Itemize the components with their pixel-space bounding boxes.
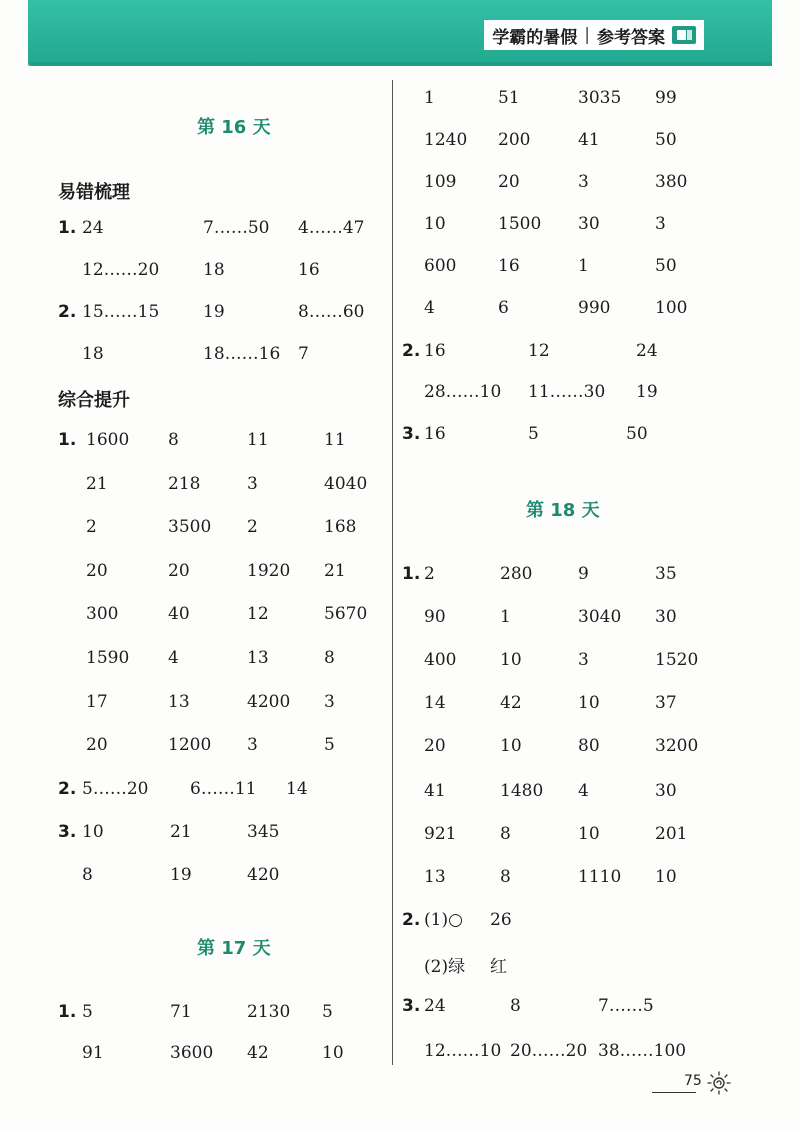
answer-cell: 99 xyxy=(655,88,677,108)
answer-cell: 300 xyxy=(86,604,119,624)
answer-cell: 16 xyxy=(424,424,446,444)
answer-cell: 11……30 xyxy=(528,382,606,402)
answer-cell: 4……47 xyxy=(298,218,365,238)
section-comprehensive-title: 综合提升 xyxy=(58,390,130,411)
answer-cell: 14 xyxy=(424,693,446,713)
answer-cell: 3600 xyxy=(170,1043,214,1063)
answer-cell: 4200 xyxy=(247,692,291,712)
answer-cell: 6……11 xyxy=(190,779,257,799)
answer-cell: 9 xyxy=(578,564,589,584)
header-label xyxy=(484,20,704,50)
answer-cell: 37 xyxy=(655,693,677,713)
answer-cell: 10 xyxy=(578,824,600,844)
answer-cell: 13 xyxy=(424,867,446,887)
answer-cell: 5 xyxy=(324,735,335,755)
answer-cell: 8……60 xyxy=(298,302,365,322)
footer-rule xyxy=(652,1092,696,1093)
answer-cell: 10 xyxy=(82,822,104,842)
answer-cell: 红 xyxy=(490,957,507,977)
answer-cell: 1520 xyxy=(655,650,699,670)
day16-title: 第 16 天 xyxy=(197,117,271,138)
answer-cell: 5 xyxy=(528,424,539,444)
answer-cell: 42 xyxy=(247,1043,269,1063)
answer-cell: 1110 xyxy=(578,867,622,887)
answer-cell: 10 xyxy=(424,214,446,234)
answer-cell: 8 xyxy=(324,648,335,668)
answer-cell: 345 xyxy=(247,822,280,842)
answer-cell: 20……20 xyxy=(510,1041,588,1061)
answer-cell: 400 xyxy=(424,650,457,670)
answer-cell: 28……10 xyxy=(424,382,502,402)
header-title: 学霸的暑假 xyxy=(492,27,578,48)
header-separator: | xyxy=(584,25,590,45)
question-number: 2. xyxy=(402,341,421,361)
answer-cell: 420 xyxy=(247,865,280,885)
question-number: 1. xyxy=(402,564,421,584)
answer-cell: 50 xyxy=(655,130,677,150)
answer-cell: 80 xyxy=(578,736,600,756)
answer-cell: 7……5 xyxy=(598,996,654,1016)
answer-cell: 24 xyxy=(424,996,446,1016)
answer-cell: 12 xyxy=(528,341,550,361)
answer-cell: 19 xyxy=(203,302,225,322)
answer-cell: 42 xyxy=(500,693,522,713)
answer-cell: 41 xyxy=(424,781,446,801)
answer-cell: 600 xyxy=(424,256,457,276)
answer-cell: 19 xyxy=(170,865,192,885)
answer-cell: 1500 xyxy=(498,214,542,234)
answer-cell: 3 xyxy=(578,172,589,192)
answer-cell: 1920 xyxy=(247,561,291,581)
question-number: 3. xyxy=(402,996,421,1016)
answer-cell: 21 xyxy=(170,822,192,842)
answer-cell: 3500 xyxy=(168,517,212,537)
answer-cell: 20 xyxy=(498,172,520,192)
answer-cell: 280 xyxy=(500,564,533,584)
answer-cell: 8 xyxy=(82,865,93,885)
answer-cell: 3200 xyxy=(655,736,699,756)
answer-cell: 5 xyxy=(82,1002,93,1022)
answer-cell: 4 xyxy=(424,298,435,318)
answer-cell: 24 xyxy=(82,218,104,238)
question-number: 2. xyxy=(58,302,77,322)
answer-cell: 26 xyxy=(490,910,512,930)
answer-cell: 41 xyxy=(578,130,600,150)
answer-cell: 11 xyxy=(247,430,269,450)
answer-cell: 18……16 xyxy=(203,344,281,364)
answer-cell: 50 xyxy=(626,424,648,444)
answer-cell: 5 xyxy=(322,1002,333,1022)
answer-cell: 1480 xyxy=(500,781,544,801)
answer-cell: 21 xyxy=(86,474,108,494)
answer-cell: 17 xyxy=(86,692,108,712)
answer-cell: 921 xyxy=(424,824,457,844)
answer-cell: 8 xyxy=(168,430,179,450)
question-number: 2. xyxy=(402,910,421,930)
question-number: 2. xyxy=(58,779,77,799)
answer-cell: 18 xyxy=(203,260,225,280)
question-number: 3. xyxy=(402,424,421,444)
answer-cell: 2 xyxy=(424,564,435,584)
answer-cell: 20 xyxy=(168,561,190,581)
answer-cell: 6 xyxy=(498,298,509,318)
section-error-review-title: 易错梳理 xyxy=(58,182,130,203)
answer-cell: 10 xyxy=(500,736,522,756)
answer-cell: (1)○ xyxy=(424,910,463,930)
answer-cell: 1600 xyxy=(86,430,130,450)
answer-cell: 3 xyxy=(578,650,589,670)
question-number: 1. xyxy=(58,1002,77,1022)
answer-cell: 7……50 xyxy=(203,218,270,238)
answer-cell: 1 xyxy=(424,88,435,108)
answer-cell: 100 xyxy=(655,298,688,318)
answer-cell: 35 xyxy=(655,564,677,584)
answer-cell: 1 xyxy=(578,256,589,276)
answer-cell: 3 xyxy=(324,692,335,712)
answer-cell: 2 xyxy=(86,517,97,537)
answer-cell: 3 xyxy=(247,735,258,755)
day18-title: 第 18 天 xyxy=(526,500,600,521)
answer-cell: 8 xyxy=(500,824,511,844)
page-number: 75 xyxy=(684,1073,702,1089)
answer-cell: 18 xyxy=(82,344,104,364)
answer-cell: 4 xyxy=(578,781,589,801)
answer-cell: 12……10 xyxy=(424,1041,502,1061)
answer-cell: 91 xyxy=(82,1043,104,1063)
answer-cell: 12……20 xyxy=(82,260,160,280)
answer-cell: 3 xyxy=(655,214,666,234)
column-divider xyxy=(392,80,393,1065)
answer-cell: 1200 xyxy=(168,735,212,755)
answer-cell: 14 xyxy=(286,779,308,799)
answer-cell: 8 xyxy=(500,867,511,887)
answer-cell: 50 xyxy=(655,256,677,276)
question-number: 1. xyxy=(58,430,77,450)
answer-cell: 2 xyxy=(247,517,258,537)
answer-cell: 24 xyxy=(636,341,658,361)
answer-cell: 12 xyxy=(247,604,269,624)
answer-cell: 20 xyxy=(424,736,446,756)
answer-cell: 16 xyxy=(424,341,446,361)
answer-cell: 3 xyxy=(247,474,258,494)
answer-cell: 30 xyxy=(655,607,677,627)
answer-cell: 30 xyxy=(655,781,677,801)
answer-cell: 5……20 xyxy=(82,779,149,799)
answer-cell: 168 xyxy=(324,517,357,537)
answer-cell: 8 xyxy=(510,996,521,1016)
answer-cell: 109 xyxy=(424,172,457,192)
answer-cell: 38……100 xyxy=(598,1041,687,1061)
answer-cell: 16 xyxy=(498,256,520,276)
answer-cell: 200 xyxy=(498,130,531,150)
answer-cell: (2)绿 xyxy=(424,957,466,977)
header-subtitle: 参考答案 xyxy=(597,27,665,48)
answer-cell: 218 xyxy=(168,474,201,494)
answer-cell: 3035 xyxy=(578,88,622,108)
answer-cell: 20 xyxy=(86,561,108,581)
sun-icon xyxy=(706,1070,732,1096)
answer-cell: 201 xyxy=(655,824,688,844)
answer-cell: 10 xyxy=(655,867,677,887)
answer-cell: 5670 xyxy=(324,604,368,624)
answer-cell: 990 xyxy=(578,298,611,318)
answer-cell: 13 xyxy=(247,648,269,668)
question-number: 3. xyxy=(58,822,77,842)
answer-cell: 71 xyxy=(170,1002,192,1022)
book-icon xyxy=(672,26,696,44)
answer-cell: 11 xyxy=(324,430,346,450)
answer-cell: 1240 xyxy=(424,130,468,150)
answer-cell: 4 xyxy=(168,648,179,668)
header-band xyxy=(28,0,772,66)
answer-cell: 20 xyxy=(86,735,108,755)
answer-cell: 10 xyxy=(578,693,600,713)
answer-cell: 3040 xyxy=(578,607,622,627)
answer-cell: 1590 xyxy=(86,648,130,668)
answer-cell: 10 xyxy=(322,1043,344,1063)
day17-title: 第 17 天 xyxy=(197,938,271,959)
answer-cell: 10 xyxy=(500,650,522,670)
answer-cell: 13 xyxy=(168,692,190,712)
answer-cell: 21 xyxy=(324,561,346,581)
answer-cell: 90 xyxy=(424,607,446,627)
answer-cell: 40 xyxy=(168,604,190,624)
answer-cell: 4040 xyxy=(324,474,368,494)
answer-cell: 19 xyxy=(636,382,658,402)
answer-cell: 16 xyxy=(298,260,320,280)
question-number: 1. xyxy=(58,218,77,238)
answer-cell: 7 xyxy=(298,344,309,364)
answer-cell: 51 xyxy=(498,88,520,108)
answer-cell: 1 xyxy=(500,607,511,627)
answer-cell: 2130 xyxy=(247,1002,291,1022)
answer-cell: 380 xyxy=(655,172,688,192)
answer-cell: 30 xyxy=(578,214,600,234)
answer-cell: 15……15 xyxy=(82,302,160,322)
